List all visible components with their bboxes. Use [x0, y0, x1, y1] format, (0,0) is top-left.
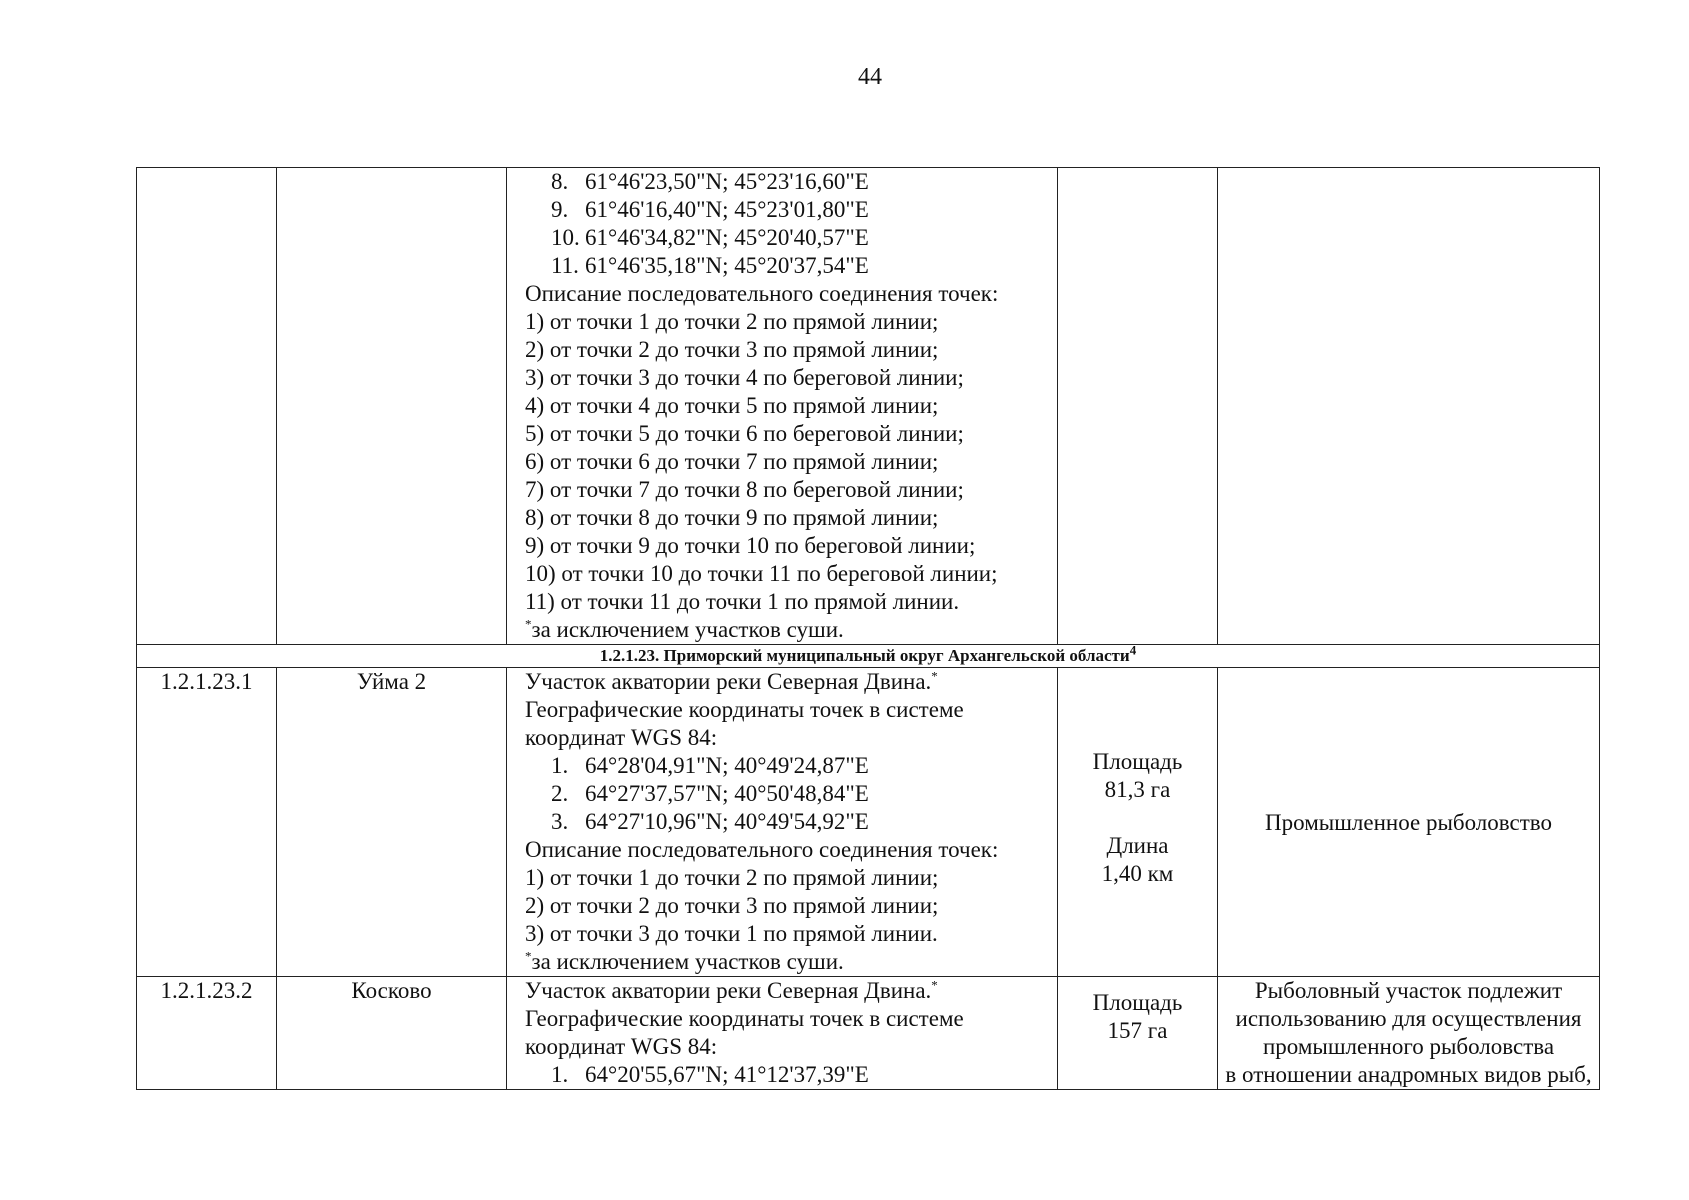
area-intro: Участок акватории реки Северная Двина.* — [525, 668, 938, 694]
connection-line: 9) от точки 9 до точки 10 по береговой линии; — [525, 533, 976, 558]
cell-size — [1058, 668, 1218, 977]
area-name: Уйма 2 — [277, 668, 507, 977]
coordinate-line: 11. 61°46'35,18"N; 45°20'37,54"E — [551, 253, 869, 278]
purpose-line: использованию для осуществления — [1235, 1006, 1582, 1031]
coordinate-line: 10. 61°46'34,82"N; 45°20'40,57"E — [551, 225, 869, 250]
connection-line: 4) от точки 4 до точки 5 по прямой линии; — [525, 393, 939, 418]
cell-description — [507, 168, 1058, 645]
connection-line: 10) от точки 10 до точки 11 по береговой линии; — [525, 561, 998, 586]
footnote: *за исключением участков суши. — [525, 948, 844, 974]
table-row — [137, 977, 1600, 1090]
row-number: 1.2.1.23.2 — [137, 977, 277, 1090]
connection-line: 1) от точки 1 до точки 2 по прямой линии; — [525, 865, 939, 890]
coordinate-line: 1. 64°20'55,67"N; 41°12'37,39"E — [551, 1062, 869, 1087]
connection-line: 2) от точки 2 до точки 3 по прямой линии; — [525, 337, 939, 362]
purpose-text: Промышленное рыболовство — [1265, 810, 1552, 835]
cell-description — [507, 977, 1058, 1090]
connection-heading: Описание последовательного соединения точек: — [525, 837, 999, 862]
coordinate-line: 8. 61°46'23,50"N; 45°23'16,60"E — [551, 169, 869, 194]
fishing-areas-table — [136, 167, 1600, 1090]
connection-line: 3) от точки 3 до точки 4 по береговой линии; — [525, 365, 964, 390]
length-value: 1,40 км — [1101, 861, 1174, 886]
cell-name-empty — [277, 168, 507, 645]
connection-line: 11) от точки 11 до точки 1 по прямой линии. — [525, 589, 960, 614]
footnote: *за исключением участков суши. — [525, 616, 844, 642]
area-value: 157 га — [1107, 1018, 1168, 1043]
coords-heading: Географические координаты точек в системе — [525, 697, 964, 722]
connection-line: 7) от точки 7 до точки 8 по береговой линии; — [525, 477, 964, 502]
coordinate-line: 1. 64°28'04,91"N; 40°49'24,87"E — [551, 753, 869, 778]
cell-purpose-empty — [1218, 168, 1600, 645]
connection-line: 8) от точки 8 до точки 9 по прямой линии; — [525, 505, 939, 530]
purpose-line: промышленного рыболовства — [1262, 1034, 1555, 1059]
continuation-row — [137, 168, 1600, 645]
connection-line: 3) от точки 3 до точки 1 по прямой линии. — [525, 921, 938, 946]
table-row — [137, 668, 1600, 977]
coords-heading: координат WGS 84: — [525, 725, 718, 750]
coordinate-line: 2. 64°27'37,57"N; 40°50'48,84"E — [551, 781, 869, 806]
area-label: Площадь — [1092, 749, 1183, 774]
coordinate-line: 3. 64°27'10,96"N; 40°49'54,92"E — [551, 809, 869, 834]
connection-line: 5) от точки 5 до точки 6 по береговой линии; — [525, 421, 964, 446]
cell-purpose — [1218, 668, 1600, 977]
page-number: 44 — [858, 64, 882, 90]
area-value: 81,3 га — [1104, 777, 1171, 802]
connection-line: 6) от точки 6 до точки 7 по прямой линии; — [525, 449, 939, 474]
area-intro: Участок акватории реки Северная Двина.* — [525, 977, 938, 1003]
cell-size-empty — [1058, 168, 1218, 645]
coordinate-line: 9. 61°46'16,40"N; 45°23'01,80"E — [551, 197, 869, 222]
area-label: Площадь — [1092, 990, 1183, 1015]
purpose-line: в отношении анадромных видов рыб, — [1225, 1062, 1592, 1087]
coords-heading: координат WGS 84: — [525, 1034, 718, 1059]
cell-description — [507, 668, 1058, 977]
coords-heading: Географические координаты точек в системе — [525, 1006, 964, 1031]
connection-heading: Описание последовательного соединения точек: — [525, 281, 999, 306]
cell-size — [1058, 977, 1218, 1090]
connection-line: 2) от точки 2 до точки 3 по прямой линии; — [525, 893, 939, 918]
connection-line: 1) от точки 1 до точки 2 по прямой линии; — [525, 309, 939, 334]
area-name: Косково — [277, 977, 507, 1090]
cell-purpose — [1218, 977, 1600, 1090]
length-label: Длина — [1106, 833, 1169, 858]
section-title: 1.2.1.23. Приморский муниципальный округ Архангельской области$^4$ — [137, 645, 1600, 668]
section-header-row — [137, 645, 1600, 668]
cell-number-empty — [137, 168, 277, 645]
row-number: 1.2.1.23.1 — [137, 668, 277, 977]
purpose-line: Рыболовный участок подлежит — [1254, 978, 1563, 1003]
